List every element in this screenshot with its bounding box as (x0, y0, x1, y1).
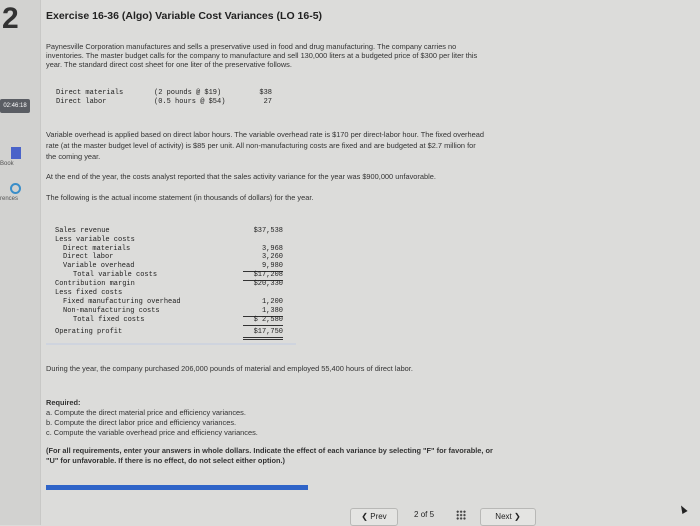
during-year-text: During the year, the company purchased 206,000 pounds of material and employed 55,400 hours of direct labor. (46, 364, 413, 373)
stmt-sales-value: $37,538 (253, 227, 283, 235)
grid-icon[interactable] (456, 510, 466, 520)
stmt-op-value: $17,750 (253, 328, 283, 336)
statement-intro: The following is the actual income statement (in thousands of dollars) for the year. (46, 193, 314, 202)
intro-line-1: Paynesville Corporation manufactures and sells a preservative used in food and drug manufacturing. The company carries no (46, 42, 457, 51)
stmt-dm-label: Direct materials (63, 245, 131, 253)
stmt-voh-label: Variable overhead (63, 262, 135, 270)
page-current: 2 (414, 510, 419, 519)
required-b: b. Compute the direct labor price and efficiency variances. (46, 418, 237, 427)
question-number: 2 (2, 2, 19, 35)
ebook-label[interactable]: Book (0, 161, 14, 167)
stmt-tvc-label: Total variable costs (73, 271, 158, 279)
cost-amount-labor: 27 (263, 98, 272, 106)
sales-variance-text: At the end of the year, the costs analyst reported that the sales activity variance for the year was $900,000 unfavorable. (46, 172, 436, 181)
intro-line-2: inventories. The master budget calls for the company to manufacture and sell 130,000 liters at a budgeted price of $300 per liter this (46, 51, 478, 60)
cost-amount-materials: $38 (259, 89, 272, 97)
cost-label-materials: Direct materials (56, 89, 124, 97)
stmt-op-label: Operating profit (55, 328, 123, 336)
income-statement (55, 227, 283, 341)
exercise-title: Exercise 16-36 (Algo) Variable Cost Variances (LO 16-5) (46, 10, 323, 22)
stmt-tfc-label: Total fixed costs (73, 316, 145, 324)
stmt-rule-6 (243, 339, 283, 340)
stmt-less-variable: Less variable costs (55, 236, 135, 244)
stmt-fmoh-label: Fixed manufacturing overhead (63, 298, 181, 306)
stmt-voh-value: 9,980 (261, 262, 283, 270)
page-of: of (420, 510, 428, 519)
overhead-line-3: the coming year. (46, 152, 101, 161)
question-navigation (0, 506, 700, 525)
stmt-fmoh-value: 1,200 (261, 298, 283, 306)
stmt-rule-4 (243, 325, 283, 326)
stmt-tfc-value: $ 2,580 (253, 316, 283, 324)
page-total: 5 (429, 510, 435, 519)
page-indicator (414, 510, 434, 519)
stmt-nonmfg-label: Non-manufacturing costs (63, 307, 160, 315)
ebook-icon[interactable] (11, 147, 21, 159)
stmt-tvc-value: $17,208 (253, 271, 283, 279)
statement-divider (46, 343, 296, 345)
stmt-less-fixed: Less fixed costs (55, 289, 123, 297)
next-button[interactable] (480, 508, 536, 526)
references-icon[interactable] (10, 183, 21, 194)
stmt-dl-value: 3,260 (261, 253, 283, 261)
prev-label: Prev (370, 512, 387, 521)
cost-detail-labor: (0.5 hours @ $54) (154, 98, 226, 106)
intro-line-3: year. The standard direct cost sheet for one liter of the preservative follows. (46, 60, 292, 69)
next-label: Next (495, 512, 512, 521)
overhead-line-1: Variable overhead is applied based on direct labor hours. The variable overhead rate is $170 per direct-labor hour. The fixed overhead (46, 130, 484, 139)
scroll-progress-fill (46, 485, 308, 490)
instructions-line-1: (For all requirements, enter your answers in whole dollars. Indicate the effect of each variance by selecting "F" for favorable, or (46, 446, 493, 455)
stmt-dm-value: 3,968 (261, 245, 283, 253)
overhead-line-2: rate (at the master budget level of activity) is $85 per unit. All non-manufacturing costs are fixed and are budgeted at $2.7 million for (46, 141, 476, 150)
stmt-cm-value: $20,330 (253, 280, 283, 288)
required-heading: Required: (46, 398, 81, 407)
prev-button[interactable] (350, 508, 398, 526)
chevron-left-icon: ❮ (361, 512, 371, 521)
references-label[interactable]: rences (0, 196, 19, 202)
stmt-cm-label: Contribution margin (55, 280, 135, 288)
timer: 02:46:18 (0, 99, 30, 113)
stmt-dl-label: Direct labor (63, 253, 114, 261)
scroll-progress-bar (46, 485, 308, 490)
instructions-line-2: "U" for unfavorable. If there is no effect, do not select either option.) (46, 456, 286, 465)
chevron-right-icon: ❯ (511, 512, 521, 521)
required-a: a. Compute the direct material price and efficiency variances. (46, 408, 246, 417)
stmt-sales-label: Sales revenue (55, 227, 110, 235)
cost-label-labor: Direct labor (56, 98, 107, 106)
left-sidebar (0, 0, 41, 525)
stmt-rule-5 (243, 337, 283, 338)
required-c: c. Compute the variable overhead price and efficiency variances. (46, 428, 258, 437)
stmt-nonmfg-value: 1,380 (261, 307, 283, 315)
cost-detail-materials: (2 pounds @ $19) (154, 89, 222, 97)
